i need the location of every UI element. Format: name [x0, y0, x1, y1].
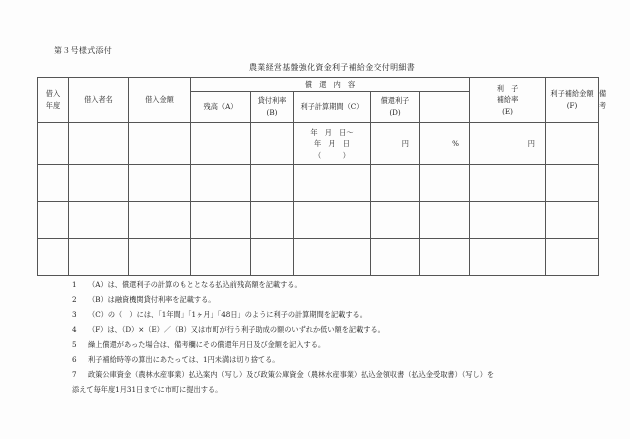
cell-loan-amount[interactable] — [129, 239, 191, 276]
period-start: 年 月 日～ — [310, 127, 354, 137]
cell-borrower[interactable] — [69, 123, 129, 165]
notes-list — [72, 277, 494, 397]
table-row — [38, 123, 599, 165]
form-number: 第３号様式添付 — [54, 46, 113, 55]
note-number: 4 — [72, 325, 77, 334]
cell-period[interactable] — [294, 123, 371, 165]
header-lending-rate — [251, 92, 294, 123]
table-row — [38, 165, 599, 202]
cell-balance[interactable] — [191, 123, 251, 165]
cell-rate[interactable] — [251, 202, 294, 239]
cell-subsidy-rate[interactable] — [420, 165, 470, 202]
cell-interest[interactable] — [371, 165, 420, 202]
cell-balance[interactable] — [191, 239, 251, 276]
cell-balance[interactable] — [191, 165, 251, 202]
table-row — [38, 202, 599, 239]
cell-subsidy-rate[interactable] — [420, 239, 470, 276]
header-text: 貸付利率 — [257, 96, 287, 106]
note-item — [72, 292, 494, 307]
cell-interest[interactable] — [371, 202, 420, 239]
header-text: 償還利子 — [380, 96, 410, 106]
header-text: 借入 — [45, 89, 61, 99]
note-item — [72, 307, 494, 322]
note-text: 繰上償還があった場合は、備考欄にその償還年月日及び金額を記入する。 — [88, 340, 326, 349]
note-text: 添えて毎年度1月31日までに市町に提出する。 — [72, 385, 223, 394]
cell-year[interactable] — [38, 123, 69, 165]
header-loan-year — [38, 78, 69, 123]
header-subsidy-rate — [470, 78, 546, 123]
cell-period[interactable] — [294, 165, 371, 202]
cell-loan-amount[interactable] — [129, 165, 191, 202]
note-text: （C）の（ ）には、「1年間」「1ヶ月」「48日」のように利子の計算期間を記載する。 — [88, 310, 367, 319]
cell-remarks[interactable] — [546, 123, 599, 165]
cell-rate[interactable] — [251, 239, 294, 276]
cell-rate[interactable] — [251, 165, 294, 202]
cell-interest[interactable] — [371, 239, 420, 276]
note-number: 2 — [72, 295, 77, 304]
note-number: 7 — [72, 370, 77, 379]
header-text: 補給率 — [496, 95, 519, 105]
cell-remarks[interactable] — [546, 202, 599, 239]
header-balance: 残高（A） — [191, 92, 251, 123]
note-item — [72, 352, 494, 367]
document-title: 農業経営基盤強化資金利子補給金交付明細書 — [249, 63, 415, 72]
header-text: (F) — [566, 101, 578, 110]
header-text: 利 子 — [496, 83, 519, 93]
header-repayment-interest — [371, 92, 420, 123]
cell-remarks[interactable] — [546, 165, 599, 202]
header-interest-period: 利子計算期間（C） — [294, 92, 371, 123]
period-length: （ ） — [314, 150, 350, 160]
note-continuation — [72, 382, 494, 397]
cell-year[interactable] — [38, 202, 69, 239]
cell-balance[interactable] — [191, 202, 251, 239]
cell-borrower[interactable] — [69, 165, 129, 202]
header-loan-amount: 借入金額 — [129, 78, 191, 123]
cell-subsidy-amount[interactable]: 円 — [470, 123, 546, 165]
cell-subsidy-rate[interactable]: % — [420, 123, 470, 165]
cell-subsidy-amount[interactable] — [470, 165, 546, 202]
cell-subsidy-amount[interactable] — [470, 202, 546, 239]
cell-remarks[interactable] — [546, 239, 599, 276]
cell-loan-amount[interactable] — [129, 202, 191, 239]
note-number: 6 — [72, 355, 77, 364]
cell-subsidy-amount[interactable] — [470, 239, 546, 276]
header-text: 利子補給金額 — [550, 89, 594, 99]
note-text: （B）は融資機関貸付利率を記載する。 — [88, 295, 216, 304]
cell-year[interactable] — [38, 239, 69, 276]
note-number: 3 — [72, 310, 77, 319]
period-end: 年 月 日 — [314, 139, 350, 149]
subsidy-detail-table: 借入 年度 借入者名 借入金額 償 還 内 容 利 子 補給率 (E) 利子補給金額 (F) 備 考 残高（A） 貸付利率 (B) 利子計算期間（C） 償還利子 (D) 年 月 日～ 年 月 日 （ ） 円 % 円 — [37, 77, 599, 276]
note-text: 利子補給時等の算出にあたっては、1円未満は切り捨てる。 — [88, 355, 280, 364]
note-number: 5 — [72, 340, 77, 349]
note-item — [72, 367, 494, 382]
note-number: 1 — [72, 280, 77, 289]
note-item — [72, 322, 494, 337]
header-text: 年度 — [45, 101, 61, 110]
cell-borrower[interactable] — [69, 202, 129, 239]
header-repayment-content: 償 還 内 容 — [191, 78, 470, 92]
cell-period[interactable] — [294, 239, 371, 276]
header-text: (E) — [502, 106, 513, 116]
cell-rate[interactable] — [251, 123, 294, 165]
note-item — [72, 277, 494, 292]
note-text: （F）は、（D）×（E）／（B）又は市町が行う利子助成の額のいずれか低い額を記載する。 — [88, 325, 385, 334]
header-text: (D) — [389, 108, 401, 117]
note-item — [72, 337, 494, 352]
cell-interest[interactable]: 円 — [371, 123, 420, 165]
cell-loan-amount[interactable] — [129, 123, 191, 165]
cell-period[interactable] — [294, 202, 371, 239]
table-row — [38, 239, 599, 276]
cell-year[interactable] — [38, 165, 69, 202]
header-subsidy-amount — [546, 78, 599, 123]
cell-subsidy-rate[interactable] — [420, 202, 470, 239]
cell-borrower[interactable] — [69, 239, 129, 276]
header-text: (B) — [266, 108, 278, 117]
header-borrower-name: 借入者名 — [69, 78, 129, 123]
note-text: （A）は、償還利子の計算のもととなる払込前残高額を記載する。 — [88, 280, 302, 289]
note-text: 政策公庫資金（農林水産事業）払込案内（写し）及び政策公庫資金（農林水産事業）払込金領収書（払込金受取書）（写し）を — [88, 370, 495, 379]
